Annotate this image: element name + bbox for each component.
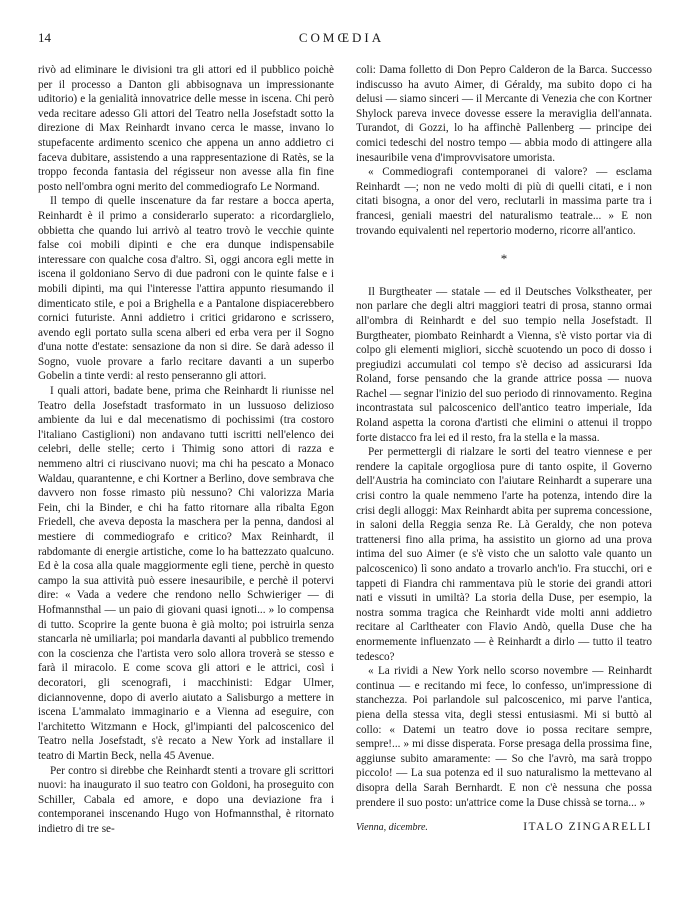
left-column bbox=[38, 63, 334, 836]
paragraph: « Commediografi contemporanei di valore? — esclama Reinhardt —; non ne vedo molti di più di quelli citati, e i non citati bisogna, a onor del vero, reclutarli in massima parte tra i francesi, geniali maestri del naturalismo teatrale... » E non trovando equivalenti nel repertorio moderno, ricorre all'antico. bbox=[356, 166, 652, 237]
page-number: 14 bbox=[38, 30, 51, 45]
section-separator: * bbox=[500, 251, 508, 267]
paragraph: Il Burgtheater — statale — ed il Deutsches Volkstheater, per non parlare che degli altri maggiori teatri di prosa, stanno ormai all'ombra di Reinhardt e del suo tempio nella Josefstadt. Il Burgtheater, piombato Reinhardt a Vienna, s'è visto portar via di colpo gli elementi migliori, sicchè scuotendo un poco di dosso i pregiudizi accumulati col tempo s'è deciso ad assicurarsi Ida Roland, forse pensando che la grande attrice possa — nuova Rachel — segnar l'inizio del suo periodo di rinnovamento. Regina incontrastata sul palcoscenico dell'antico teatro imperiale, Ida Roland aspetta la corona d'artisti che elimini o attenui il troppo forte distacco fra lei ed il resto, fra la stella e la massa. bbox=[356, 285, 652, 444]
paragraph: « La rividi a New York nello scorso novembre — Reinhardt continua — e recitando mi fece, lo confesso, un'impressione di stanchezza. Poi parlandole sul palcoscenico, mi parve l'antica, piena della stessa vita, degli stessi entusiasmi. Mi si buttò al collo: « Datemi un teatro dove io possa recitare sempre, sempre!... » mi disse disperata. Forse presaga della prossima fine, aggiunse subito amaramente: — So che l'avrò, ma sarà troppo piccolo! — La sua potenza ed il suo naturalismo la mettevano al disopra della Sarah Bernhardt. E non c'è nessuna che possa prendere il suo posto: un'attrice come la Duse chissà se torna... » bbox=[356, 665, 652, 809]
paragraph: Per permettergli di rialzare le sorti del teatro viennese e per rendere la capitale orgogliosa pure di tanto ospite, il Governo dell'Austria ha cominciato con l'aiutare Reinhardt a superare una crisi contro la quale nemmeno l'arte ha potenza, intendo dire la crisi degli alloggi: Max Reinhardt abita per suprema concessione, in saloni della Reggia senza Re. Là Geraldy, che non poteva trattenersi fino alla prima, ha assistito un giorno ad una prova intima del suo Aimer (e s'è visto che un salotto vale quanto un palcoscenico) lì sono andato a trovarlo anch'io. Fra stucchi, ori e tappeti di Fiandra chi rammentava più le storie dei grandi attori nati e vissuti in umiltà? La storia della Duse, per esempio, la nostra somma tragica che Reinhardt vide molti anni addietro recitare al Carltheater con Flavio Andò, quella Duse che ha enormemente influenzato — è Reinhardt a dirlo — tutto il teatro tedesco? bbox=[356, 446, 652, 663]
paragraph: Per contro si direbbe che Reinhardt stenti a trovare gli scrittori nuovi: ha inaugurato il suo teatro con Goldoni, ha proseguito con Schiller, Cabala ed amore, e dopo una deviazione fra i contemporanei inscenando Hugo von Hofmannsthal, è ritornato indietro di tre se- bbox=[38, 764, 334, 835]
running-title: COMŒDIA bbox=[298, 30, 385, 45]
paragraph: coli: Dama folletto di Don Pepro Calderon de la Barca. Successo indiscusso ha avuto Aimer, di Géraldy, ma subito dopo ci ha delusi — siamo sinceri — il Mercante di Venezia che con Kortner Shylock pareva invece dovesse essere la meraviglia dell'annata. Turandot, di Gozzi, lo ha affinchè Pallenberg — principe dei comici tedeschi del nostro tempo — abbia modo di attingere alla inesauribile vena d'improvvisatore umorista. bbox=[356, 64, 652, 164]
paragraph: Il tempo di quelle inscenature da far restare a bocca aperta, Reinhardt è il primo a considerarlo superato: a ricordarglielo, obbietta che quando lui arrivò al teatro trovò le vecchie quinte false coi mobili dipinti e che era dunque indispensabile interessare con qualche cosa d'altro. Sì, oggi ancora egli mette in iscena il goldoniano Servo di due padroni con le quinte false e i mobili dipinti, ma qui l'interesse l'attira appunto riesumando il dimenticato stile, e poi a Brighella e a Pantalone dispiacerebbero cornici futuriste. Anni addietro i critici gridarono e scrissero, avendo egli portato sulla scena alberi ed erba vera per il Sogno d'una notte d'estate: sensazione da non si dire. Se darà adesso il Sogno, vuole provare a farlo recitare davanti a un superbo Gobelin a tinte verdi: al resto penseranno gli attori. bbox=[38, 195, 334, 383]
author-name: ITALO ZINGARELLI bbox=[523, 821, 652, 834]
dateline: Vienna, dicembre. bbox=[356, 822, 428, 834]
paragraph: rivò ad eliminare le divisioni tra gli attori ed il pubblico poichè per il processo a Danton gli abbisognava un impressionante uditorio) e la genialità innovatrice delle messe in iscena. Chi però veda recitare adesso Gli attori del Teatro nella Josefstadt sotto la direzione di Max Reinhardt invano cerca le masse, invano lo stupefacente ardimento scenico che appena un anno addietro ci faceva dubitare, assistendo a una rappresentazione di Ratès, se la troppo feconda fantasia del régisseur non avesse alla fin fine posto nell'ombra ogni merito del commediografo Le Normand. bbox=[38, 64, 334, 193]
paragraph: I quali attori, badate bene, prima che Reinhardt li riunisse nel Teatro della Josefstadt trasformato in un lussuoso delizioso ambiente da lui e dal mecenatismo di pochissimi (tra costoro l'italiano Castiglioni) non andavano tutti iscritti nell'elenco dei celebri, delle stelle; certo i Thimig sono attori di razza e nemmeno altri ci riuscivano nuovi; ma chi ha pescato a Monaco Waldau, quarantenne, e chi Kortner a Berlino, dove sembrava che davvero non fosse rimasto più nessuno? Chi valorizza Maria Fein, chi la Binder, e chi ha fatto ritornare alla ribalta Egon Friedell, che aveva deposta la maschera per la penna, dandosi al mestiere di commediografo e critico? Max Reinhardt, il rabdomante di energie artistiche, come lo ha battezzato qualcuno. Ed è la cosa alla quale maggiormente egli tiene, perchè in questo campo la sua attività può essere inesauribile, e perchè il potervi dire: « Vada a vedere che rendono nello Schwieriger — di Hofmannsthal — un paio di giovani quasi ignoti... » lo compensa di tutto. Scoprire la gente buona è già molto; poi istruirla senza stancarla nè umiliarla; poi mandarla davanti al pubblico tremendo con la coscienza che l'artista vero solo allora troverà se stesso e farà il miracolo. E come scova gli attori e le attrici, così i decoratori, gli scenografi, i macchinisti: Edgar Ulmer, diciannovenne, dopo di averlo aiutato a Salisburgo a mettere in iscena L'ammalato immaginario e a Vienna ad eseguire, con l'architetto Witzmann e Hock, gl'impianti del palcoscenico del Teatro nella Josefstadt, s'è recato a New York ad installare il teatro di Martin Beck, nella 45 Avenue. bbox=[38, 385, 334, 762]
right-column bbox=[356, 63, 652, 836]
signoff bbox=[356, 820, 652, 836]
